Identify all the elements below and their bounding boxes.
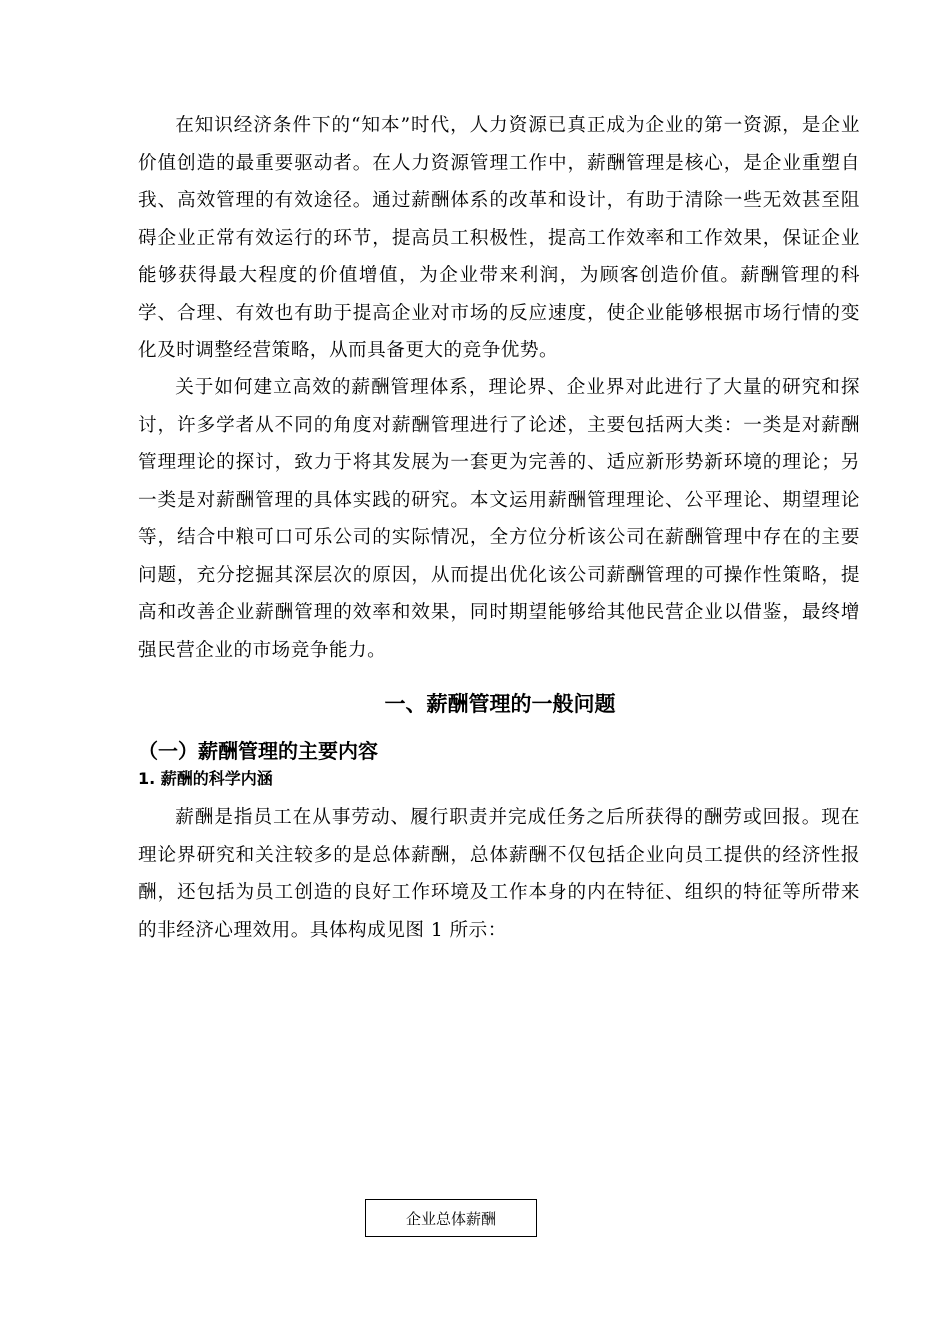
- subsection-heading: （一）薪酬管理的主要内容: [138, 739, 378, 763]
- figure-root-node: [365, 1199, 537, 1237]
- subsubsection-heading: 1. 薪酬的科学内涵: [138, 769, 273, 788]
- definition-paragraph: 薪酬是指员工在从事劳动、履行职责并完成任务之后所获得的酬劳或回报。现在理论界研究和关注较多的是总体薪酬，总体薪酬不仅包括企业向员工提供的经济性报酬，还包括为员工创造的良好工作环境及工作本身的内在特征、组织的特征等所带来的非经济心理效用。具体构成见图 1 所示：: [138, 807, 860, 941]
- figure-root-label: 企业总体薪酬: [405, 1209, 496, 1228]
- intro-paragraph-2: 关于如何建立高效的薪酬管理体系，理论界、企业界对此进行了大量的研究和探讨，许多学者从不同的角度对薪酬管理进行了论述，主要包括两大类：一类是对薪酬管理理论的探讨，致力于将其发展为一套更为完善的、适应新形势新环境的理论；另一类是对薪酬管理的具体实践的研究。本文运用薪酬管理理论、公平理论、期望理论等，结合中粮可口可乐公司的实际情况，全方位分析该公司在薪酬管理中存在的主要问题，充分挖掘其深层次的原因，从而提出优化该公司薪酬管理的可操作性策略，提高和改善企业薪酬管理的效率和效果，同时期望能够给其他民营企业以借鉴，最终增强民营企业的市场竞争能力。: [138, 377, 860, 661]
- intro-paragraph-1: 在知识经济条件下的“知本”时代，人力资源已真正成为企业的第一资源，是企业价值创造的最重要驱动者。在人力资源管理工作中，薪酬管理是核心，是企业重塑自我、高效管理的有效途径。通过薪酬体系的改革和设计，有助于清除一些无效甚至阻碍企业正常有效运行的环节，提高员工积极性，提高工作效率和工作效果，保证企业能够获得最大程度的价值增值，为企业带来利润，为顾客创造价值。薪酬管理的科学、合理、有效也有助于提高企业对市场的反应速度，使企业能够根据市场行情的变化及时调整经营策略，从而具备更大的竞争优势。: [138, 115, 860, 361]
- section-heading: 一、薪酬管理的一般问题: [384, 692, 616, 716]
